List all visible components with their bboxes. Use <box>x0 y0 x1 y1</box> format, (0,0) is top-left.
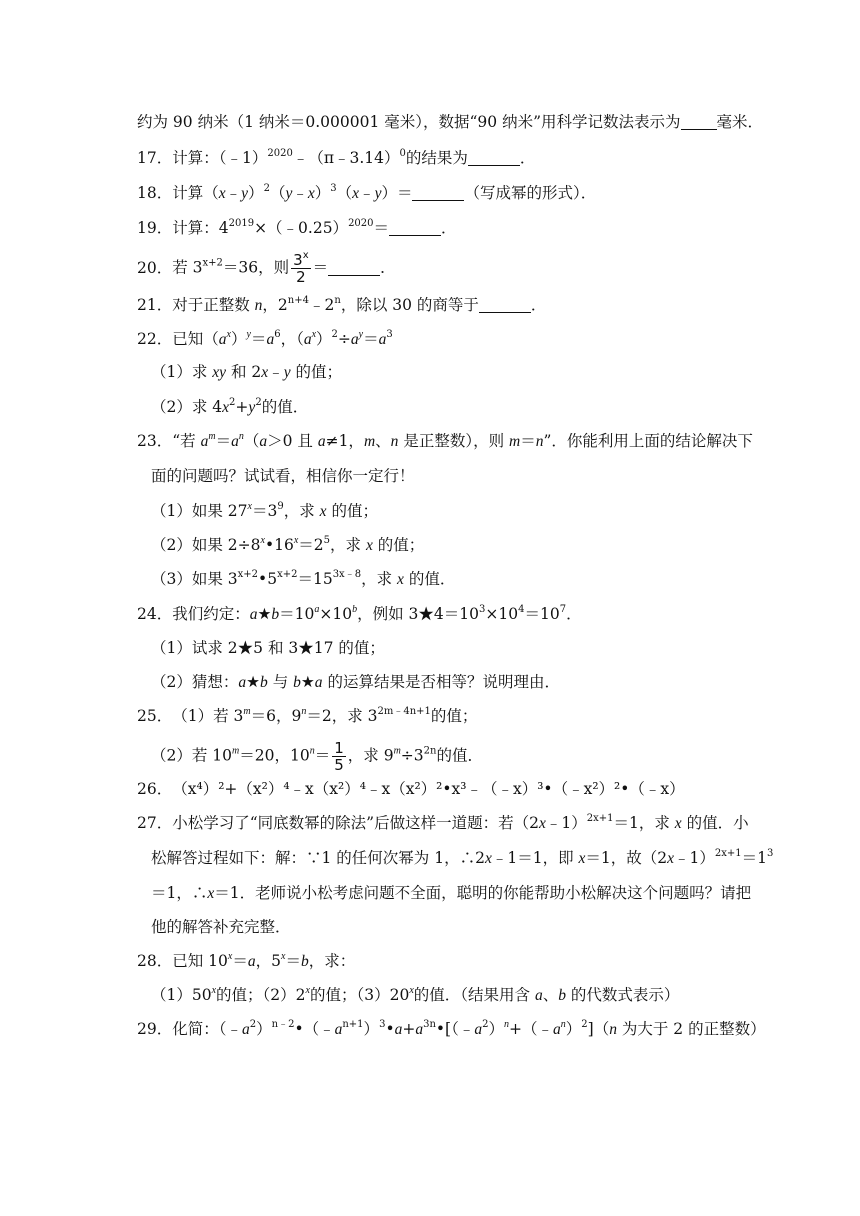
problem-27-line-2: 松解答过程如下：解：∵1 的任何次幂为 1，∴2x﹣1＝1，即 x＝1，故$(2x﹣1)^{2x+1}=1^3$ <box>151 848 774 867</box>
fraction: $\frac{1}{5}$ <box>334 739 344 774</box>
problem-22-part-1: （1）求 xy 和 2x﹣y 的值； <box>151 363 343 381</box>
problem-16-continuation: 约为 90 纳米（1 纳米＝0.000001 毫米），数据“90 纳米”用科学记数法表示为 毫米． <box>137 113 764 131</box>
problem-24-part-2: （2）猜想：a★b 与 b★a 的运算结果是否相等？说明理由． <box>151 673 560 691</box>
answer-blank <box>412 186 464 201</box>
problem-25: 25．（1）若 $3^m=6$，$9^n=2$，求 $3^{2m﹣4n+1}$的值； <box>137 706 478 725</box>
problem-23: 23．“若 $a^m=a^n(a>0$ 且 a≠1，m、n 是正整数），则 m＝n”．你能利用上面的结论解决下 <box>137 431 753 450</box>
problem-20: 20．若 $3^{x+2}=36$，则 $\frac{3^x}{2}$ ＝ ． <box>137 250 396 286</box>
problem-23-part-1: （1）如果 $27^x=3^9$，求 x 的值； <box>151 501 378 520</box>
problem-28: 28．已知 $10^x=a$，$5^x=b$，求： <box>137 951 356 970</box>
answer-blank <box>468 151 520 166</box>
problem-22-part-2: （2）求 $4x^2+y^2$的值． <box>151 397 309 416</box>
answer-blank <box>328 261 380 276</box>
answer-blank <box>681 115 717 130</box>
problem-29: 29．化简：$(﹣a^2)^{n﹣2}•(﹣a^{n+1})^3•a+a^{3n}•[(﹣a^2)^n+(﹣a^n)^2](n$ 为大于 2 的正整数） <box>137 1019 766 1038</box>
problem-27-line-4: 他的解答补充完整． <box>151 918 291 936</box>
problem-24-part-1: （1）试求 2★5 和 3★17 的值； <box>151 639 385 657</box>
problem-21: 21．对于正整数 n，$2^{n+4}﹣2^n$，除以 30 的商等于 ． <box>137 295 547 314</box>
problem-28-parts: （1）50$^x$的值；（2）2$^x$的值；（3）20$^x$的值．（结果用含 a、b 的代数式表示） <box>151 985 680 1004</box>
problem-24: 24．我们约定：$a★b=10^a\times 10^b$，例如 $3★4=10^3\times 10^4=10^7$． <box>137 604 582 623</box>
problem-23-part-2: （2）如果 $2\div 8^x•16^x=2^5$，求 x 的值； <box>151 535 425 554</box>
problem-23-continuation: 面的问题吗？试试看，相信你一定行！ <box>151 467 415 485</box>
problem-26: 26．（x⁴）²+（x²）⁴﹣x（x²）⁴﹣x（x²）²•x³﹣（﹣x）³•（﹣x²）²•（﹣x） <box>137 780 685 798</box>
problem-25-part-2: （2）若 $10^m=20$，$10^n=$ $\frac{1}{5}$ ，求 $9^m\div 3^{2n}$的值． <box>151 739 483 774</box>
problem-18: 18．计算（x﹣y）$^2$（y﹣x）$^3$（x﹣y）＝ （写成幂的形式）． <box>137 183 597 202</box>
problem-23-part-3: （3）如果 $3^{x+2}•5^{x+2}=15^{3x﹣8}$，求 x 的值． <box>151 569 456 588</box>
problem-27: 27．小松学习了“同底数幂的除法”后做这样一道题：若（2x﹣1）$^{2x+1}$＝1，求 x 的值．小 <box>137 813 749 832</box>
answer-blank <box>479 298 531 313</box>
problem-17: 17．计算：（﹣1）$^{2020}$﹣（π﹣3.14）$^0$的结果为 ． <box>137 148 536 167</box>
problem-19: 19．计算：$4^{2019}\times(﹣0.25)^{2020}=$ ． <box>137 218 457 237</box>
answer-blank <box>389 221 441 236</box>
fraction: $\frac{3^x}{2}$ <box>293 250 309 286</box>
problem-27-line-3: ＝1，∴x＝1．老师说小松考虑问题不全面，聪明的你能帮助小松解决这个问题吗？请把 <box>151 884 752 902</box>
problem-22: 22．已知$(a^x)^y=a^6$，$(a^x)^2\div a^y=a^3$ <box>137 329 393 348</box>
